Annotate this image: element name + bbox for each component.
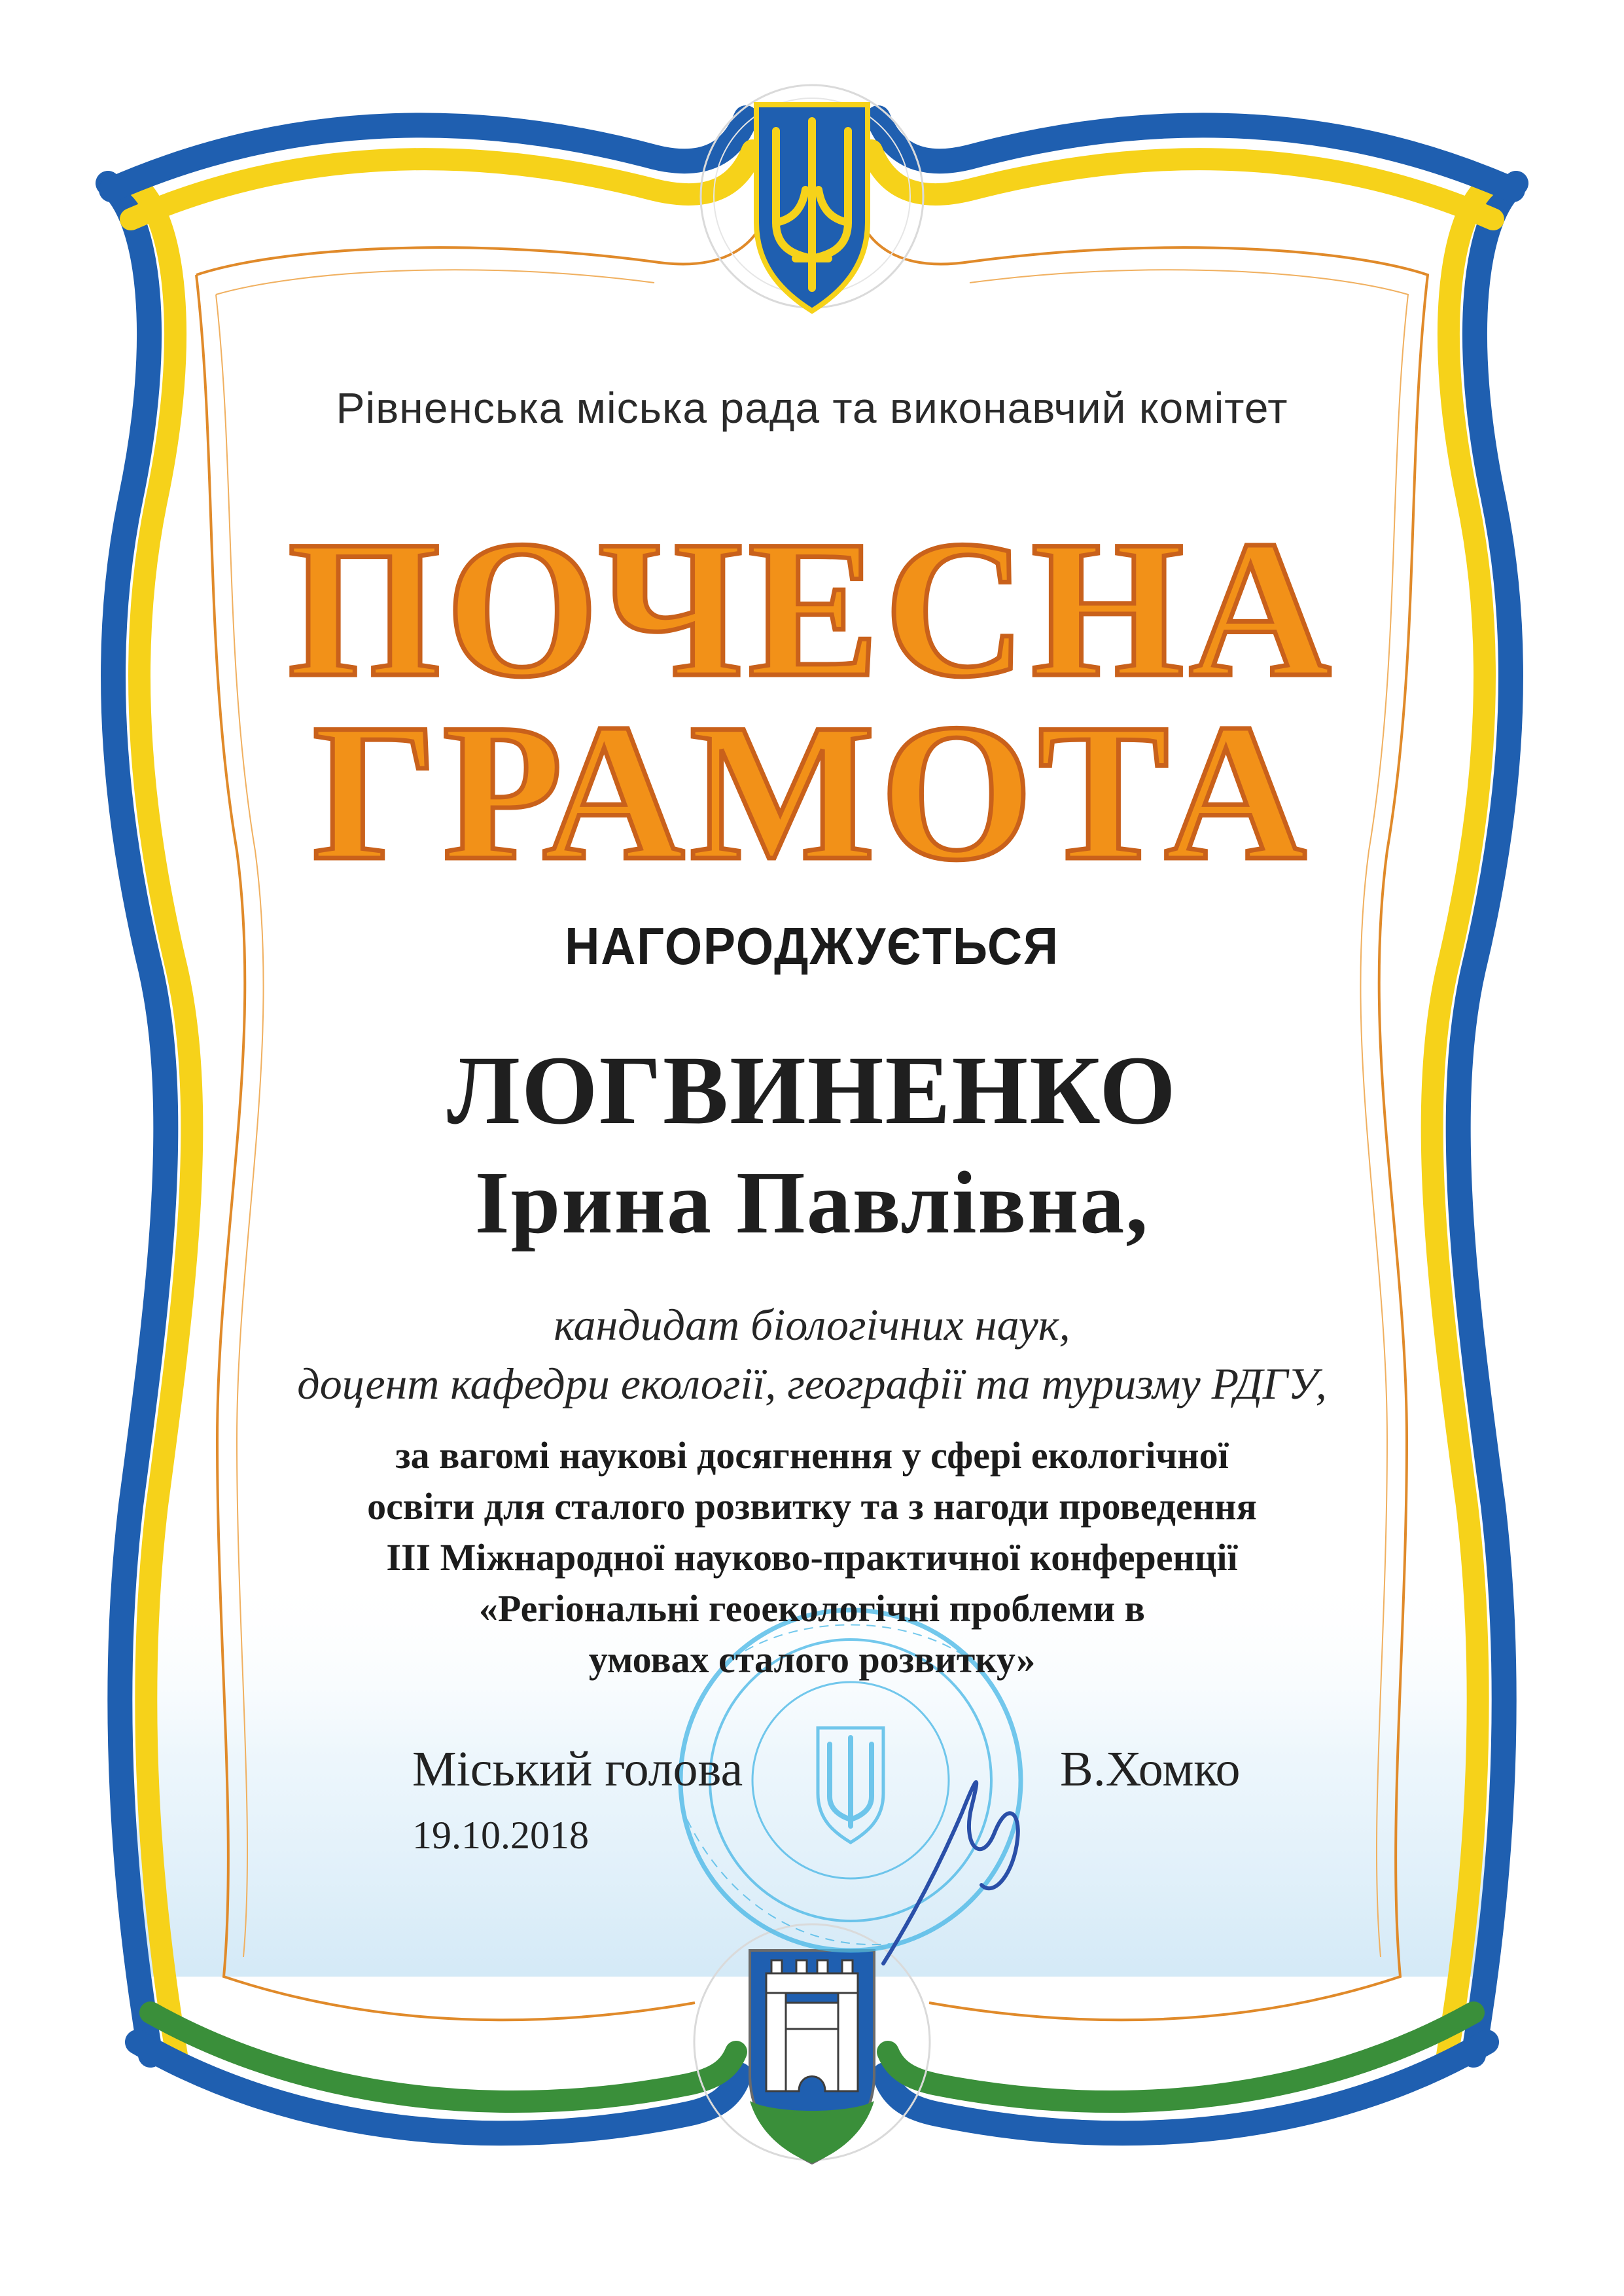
award-reason-line: «Регіональні геоекологічні проблеми в <box>479 1587 1145 1630</box>
issue-date: 19.10.2018 <box>412 1814 589 1857</box>
title-line-1: ПОЧЕСНА <box>287 500 1337 717</box>
title-line-2: ГРАМОТА <box>312 683 1312 901</box>
signer-title: Міський голова <box>412 1742 743 1797</box>
signer-name: В.Хомко <box>1060 1742 1241 1797</box>
recipient-position: доцент кафедри екології, географії та туризму РДГУ, <box>297 1359 1327 1408</box>
recipient-degree: кандидат біологічних наук, <box>554 1300 1070 1350</box>
recipient-surname: ЛОГВИНЕНКО <box>447 1036 1177 1145</box>
organization-name: Рівненська міська рада та виконавчий комітет <box>336 384 1288 432</box>
award-reason-line: освіти для сталого розвитку та з нагоди проведення <box>367 1485 1257 1528</box>
award-reason-line: за вагомі наукові досягнення у сфері екологічної <box>395 1434 1229 1477</box>
award-reason-line: III Міжнародної науково-практичної конференції <box>386 1536 1238 1579</box>
trident-icon <box>818 1728 883 1842</box>
awarded-label: НАГОРОДЖУЄТЬСЯ <box>565 917 1059 975</box>
recipient-given-names: Ірина Павлівна, <box>474 1154 1150 1252</box>
award-reason-line: умовах сталого розвитку» <box>588 1638 1036 1681</box>
